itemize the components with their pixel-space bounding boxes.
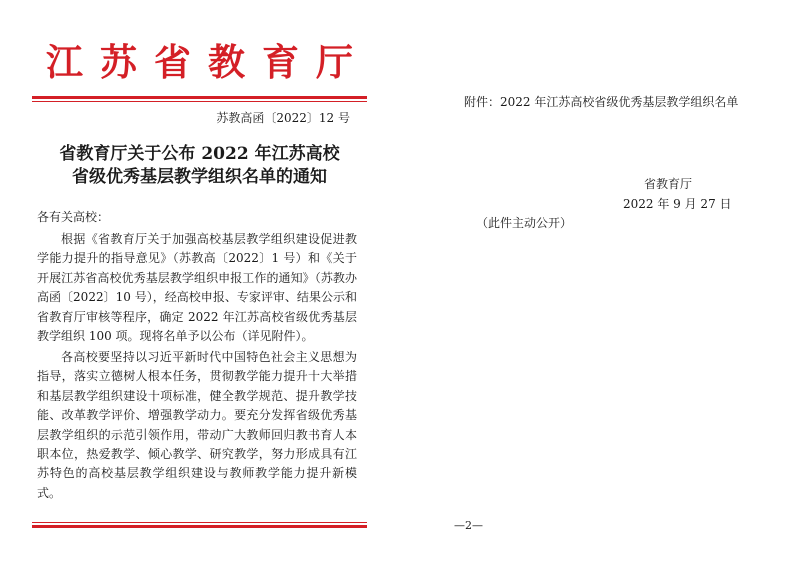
body-paragraph-1: 根据《省教育厅关于加强高校基层教学组织建设促进教学能力提升的指导意见》（苏教高〔2022〕1 号）和《关于开展江苏省高校优秀基层教学组织申报工作的通知》（苏教办高函〔2022〕10 号），经高校申报、专家评审、结果公示和省教育厅审核等程序，确定 2022 年江苏高校省级优秀基层教学组织 100 项。现将名单予以公布（详见附件）。 [37,232,357,344]
header-red-rule-thin [32,101,367,102]
org-red-header: 江苏省教育厅 [46,40,370,84]
right-page [400,0,799,562]
footer-red-rule-thin [32,522,367,523]
publicity-note: （此件主动公开） [476,216,573,230]
issuer-signature: 省教育厅 [644,177,693,191]
page-number: —2— [454,519,483,532]
body-paragraph-2: 各高校要坚持以习近平新时代中国特色社会主义思想为指导，落实立德树人根本任务，贯彻教学能力提升十大举措和基层教学组织建设十项标准，健全教学规范、提升教学技能、改革教学评价、增强教学动力。要充分发挥省级优秀基层教学组织的示范引领作用，带动广大教师回归教书育人本职本位，热爱教学、倾心教学、研究教学，努力形成具有江苏特色的高校基层教学组织建设与教师教学能力提升新模式。 [37,350,357,500]
document-title-line1: 省教育厅关于公布 2022 年江苏高校 [59,144,340,164]
document-number: 苏教高函〔2022〕12 号 [216,111,350,125]
salutation: 各有关高校： [37,210,110,224]
attachment-note: 附件：2022 年江苏高校省级优秀基层教学组织名单 [464,95,739,109]
footer-red-rule-thick [32,525,367,528]
document-title-line2: 省级优秀基层教学组织名单的通知 [72,167,327,187]
header-red-rule-thick [32,96,367,99]
issue-date: 2022 年 9 月 27 日 [623,197,732,211]
